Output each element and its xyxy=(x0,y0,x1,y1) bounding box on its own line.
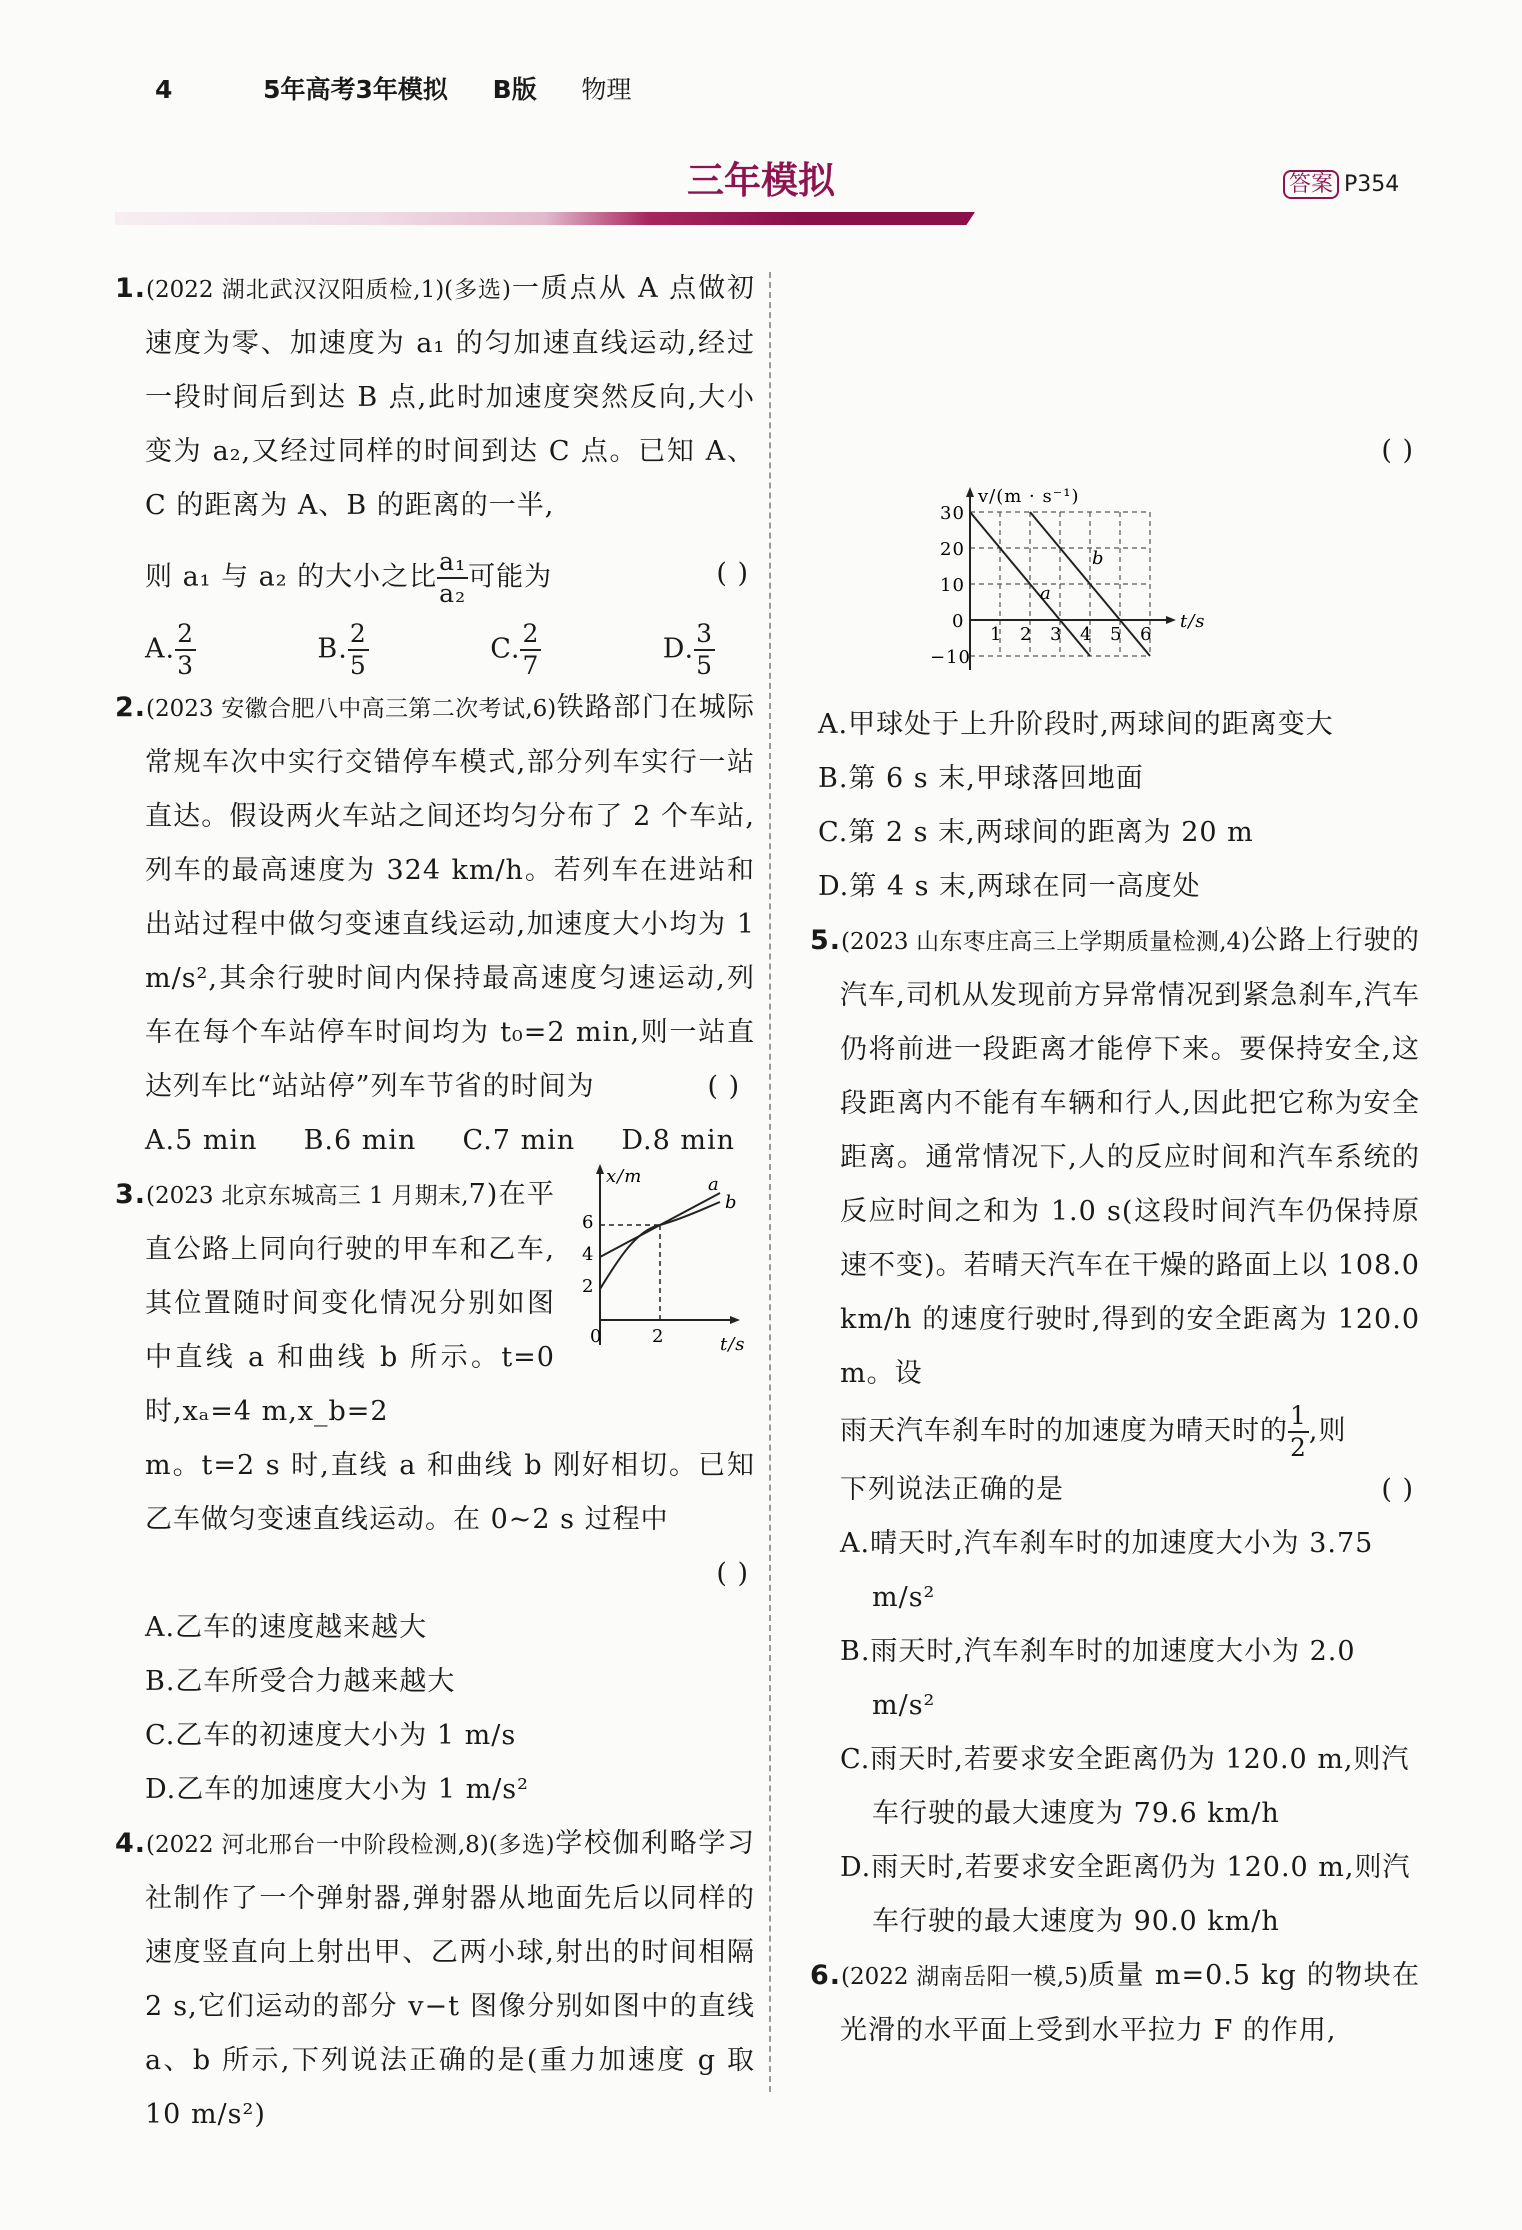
left-column xyxy=(115,262,755,2142)
question-3 xyxy=(115,1168,755,1817)
option-d: D.乙车的加速度大小为 1 m/s² xyxy=(145,1774,529,1805)
answer-paren: ( ) xyxy=(716,1558,749,1589)
option-a: A.5 min xyxy=(145,1125,258,1156)
y-tick: 30 xyxy=(940,503,965,524)
options-row xyxy=(115,619,755,681)
label-b: b xyxy=(1092,548,1105,569)
question-source: (2022 湖南岳阳一模,5) xyxy=(841,1964,1088,1990)
y-axis-arrow xyxy=(596,1164,604,1174)
x-tick: 6 xyxy=(1140,624,1153,645)
question-text: 学校伽利略学习社制作了一个弹射器,弹射器从地面先后以同样的速度竖直向上射出甲、乙两小球,射出的时间相隔 2 s,它们运动的部分 v−t 图像分别如图中的直线 a、b 所示,下列说法正确的是(重力加速度 g 取 10 m/s²) xyxy=(145,1828,755,2130)
option-d: D.8 min xyxy=(621,1125,735,1156)
option-c: C.7 min xyxy=(462,1125,576,1156)
answer-paren: ( ) xyxy=(716,558,749,589)
label-a: a xyxy=(1040,583,1052,604)
y-axis-label: x/m xyxy=(606,1166,643,1187)
x-axis-arrow xyxy=(730,1316,740,1324)
answer-paren: ( ) xyxy=(1381,1474,1414,1505)
option-b: B.雨天时,汽车刹车时的加速度大小为 2.0 m/s² xyxy=(840,1636,1356,1721)
option-b: B.乙车所受合力越来越大 xyxy=(145,1666,456,1697)
y-tick: 6 xyxy=(582,1212,595,1233)
question-source: (2023 安徽合肥八中高三第二次考试,6) xyxy=(146,696,557,722)
y-tick: 2 xyxy=(582,1276,595,1297)
fraction-denominator: 2 xyxy=(1290,1433,1307,1462)
question-number: 3. xyxy=(115,1179,147,1210)
question-number: 4. xyxy=(115,1828,147,1859)
fraction-denominator: a₂ xyxy=(439,579,467,608)
question-number: 2. xyxy=(115,692,147,723)
question-source: (2022 河北邢台一中阶段检测,8)(多选) xyxy=(146,1832,555,1858)
question-number: 1. xyxy=(115,273,147,304)
label-b: b xyxy=(725,1192,738,1213)
x-tick: 2 xyxy=(1020,624,1033,645)
answer-page: P354 xyxy=(1344,172,1400,197)
question-number: 5. xyxy=(810,925,842,956)
edition: B版 xyxy=(492,75,537,104)
question-text-tail2: 可能为 xyxy=(468,561,553,593)
option-c: C. $\frac{2}{7}$ xyxy=(490,619,540,680)
y-tick: 0 xyxy=(952,611,965,632)
fraction xyxy=(437,547,468,609)
option-a: A.晴天时,汽车刹车时的加速度大小为 3.75 m/s² xyxy=(840,1528,1374,1613)
option-d: D.雨天时,若要求安全距离仍为 120.0 m,则汽车行驶的最大速度为 90.0 km/h xyxy=(840,1852,1411,1937)
question-1 xyxy=(115,262,755,681)
y-tick: −10 xyxy=(930,647,971,668)
option-d: D.第 4 s 末,两球在同一高度处 xyxy=(818,871,1201,902)
section-title: 三年模拟 xyxy=(687,159,835,202)
question-text: 铁路部门在城际常规车次中实行交错停车模式,部分列车实行一站直达。假设两火车站之间还均匀分布了 2 个车站,列车的最高速度为 324 km/h。若列车在进站和出站过程中做匀变速直线运动,加速度大小均为 1 m/s²,其余行驶时间内保持最高速度匀速运动,列车在每个车站停车时间均为 t₀=2 min,则一站直达列车比“站站停”列车节省的时间为 xyxy=(145,692,755,1102)
option-b: B. $\frac{2}{5}$ xyxy=(317,619,367,680)
option-c: C.雨天时,若要求安全距离仍为 120.0 m,则汽车行驶的最大速度为 79.6 km/h xyxy=(840,1744,1410,1829)
page-number: 4 xyxy=(155,75,173,104)
question-source: (2023 山东枣庄高三上学期质量检测,4) xyxy=(841,929,1251,955)
question-text: 一质点从 A 点做初速度为零、加速度为 a₁ 的匀加速直线运动,经过一段时间后到达 B 点,此时加速度突然反向,大小变为 a₂,又经过同样的时间到达 C 点。已知 A、C 的距离为 A、B 的距离的一半, xyxy=(145,273,755,521)
answer-paren: ( ) xyxy=(1381,435,1414,466)
x-tick: 3 xyxy=(1050,624,1063,645)
question-text-tail2: ,则 xyxy=(1308,1415,1347,1447)
option-a: A.乙车的速度越来越大 xyxy=(145,1612,428,1643)
option-b: B.第 6 s 末,甲球落回地面 xyxy=(818,763,1144,794)
question-4-continued xyxy=(810,424,1420,914)
right-column xyxy=(810,262,1420,2058)
y-tick: 4 xyxy=(582,1244,595,1265)
y-axis-arrow xyxy=(966,487,974,497)
question-text-tail3: 下列说法正确的是 xyxy=(840,1474,1064,1505)
fraction-numerator: 1 xyxy=(1288,1401,1309,1433)
answer-reference xyxy=(1283,167,1399,198)
label-a: a xyxy=(708,1174,720,1195)
question-text: m。t=2 s 时,直线 a 和曲线 b 刚好相切。已知乙车做匀变速直线运动。在 0~2 s 过程中 xyxy=(145,1450,755,1535)
running-header xyxy=(155,70,667,106)
x-tick: 4 xyxy=(1080,624,1093,645)
answer-badge: 答案 xyxy=(1283,170,1339,199)
x-tick: 1 xyxy=(990,624,1003,645)
x-axis-label: t/s xyxy=(720,1334,746,1355)
question-text: 公路上行驶的汽车,司机从发现前方异常情况到紧急刹车,汽车仍将前进一段距离才能停下来。要保持安全,这段距离内不能有车辆和行人,因此把它称为安全距离。通常情况下,人的反应时间和汽车系统的反应时间之和为 1.0 s(这段时间汽车仍保持原速不变)。若晴天汽车在干燥的路面上以 108.0 km/h 的速度行驶时,得到的安全距离为 120.0 m。设 xyxy=(840,925,1420,1389)
y-axis-label: v/(m · s⁻¹) xyxy=(978,486,1080,507)
x-axis-arrow xyxy=(1166,616,1176,624)
column-divider xyxy=(769,272,771,2092)
option-c: C.第 2 s 末,两球间的距离为 20 m xyxy=(818,817,1254,848)
fraction xyxy=(1288,1401,1309,1463)
subject: 物理 xyxy=(581,75,632,104)
question-number: 6. xyxy=(810,1960,842,1991)
question-5 xyxy=(810,914,1420,1949)
question-source: (2023 北京东城高三 1 月期末, xyxy=(146,1183,469,1209)
book-title: 5年高考3年模拟 xyxy=(263,75,448,104)
question-source: (2022 湖北武汉汉阳质检,1)(多选) xyxy=(146,277,511,303)
x-t-graph xyxy=(560,1160,760,1360)
question-2 xyxy=(115,681,755,1168)
option-d: D. $\frac{3}{5}$ xyxy=(662,619,713,680)
v-t-graph xyxy=(930,482,1270,692)
option-a: A. $\frac{2}{3}$ xyxy=(145,619,194,680)
option-b: B.6 min xyxy=(303,1125,417,1156)
fraction-numerator: a₁ xyxy=(437,547,468,579)
x-axis-label: t/s xyxy=(1180,611,1206,632)
question-text-tail: 雨天汽车刹车时的加速度为晴天时的 xyxy=(840,1415,1288,1447)
option-c: C.乙车的初速度大小为 1 m/s xyxy=(145,1720,517,1751)
option-a: A.甲球处于上升阶段时,两球间的距离变大 xyxy=(818,709,1334,740)
question-text-tail: 则 a₁ 与 a₂ 的大小之比 xyxy=(145,561,438,593)
question-6 xyxy=(810,1949,1420,2058)
x-tick: 2 xyxy=(652,1326,665,1347)
y-tick: 10 xyxy=(940,575,965,596)
question-text: 质量 m=0.5 kg 的物块在光滑的水平面上受到水平拉力 F 的作用, xyxy=(840,1960,1420,2046)
question-text: 7)在平直公路上同向行驶的甲车和乙车,其位置随时间变化情况分别如图中直线 a 和曲线 b 所示。t=0 时,xₐ=4 m,x_b=2 xyxy=(145,1179,555,1427)
x-tick: 5 xyxy=(1110,624,1123,645)
y-tick: 20 xyxy=(940,539,965,560)
title-decoration-bar xyxy=(115,212,975,225)
x-tick: 0 xyxy=(590,1326,603,1347)
question-4 xyxy=(115,1817,755,2142)
answer-paren: ( ) xyxy=(707,1071,741,1102)
